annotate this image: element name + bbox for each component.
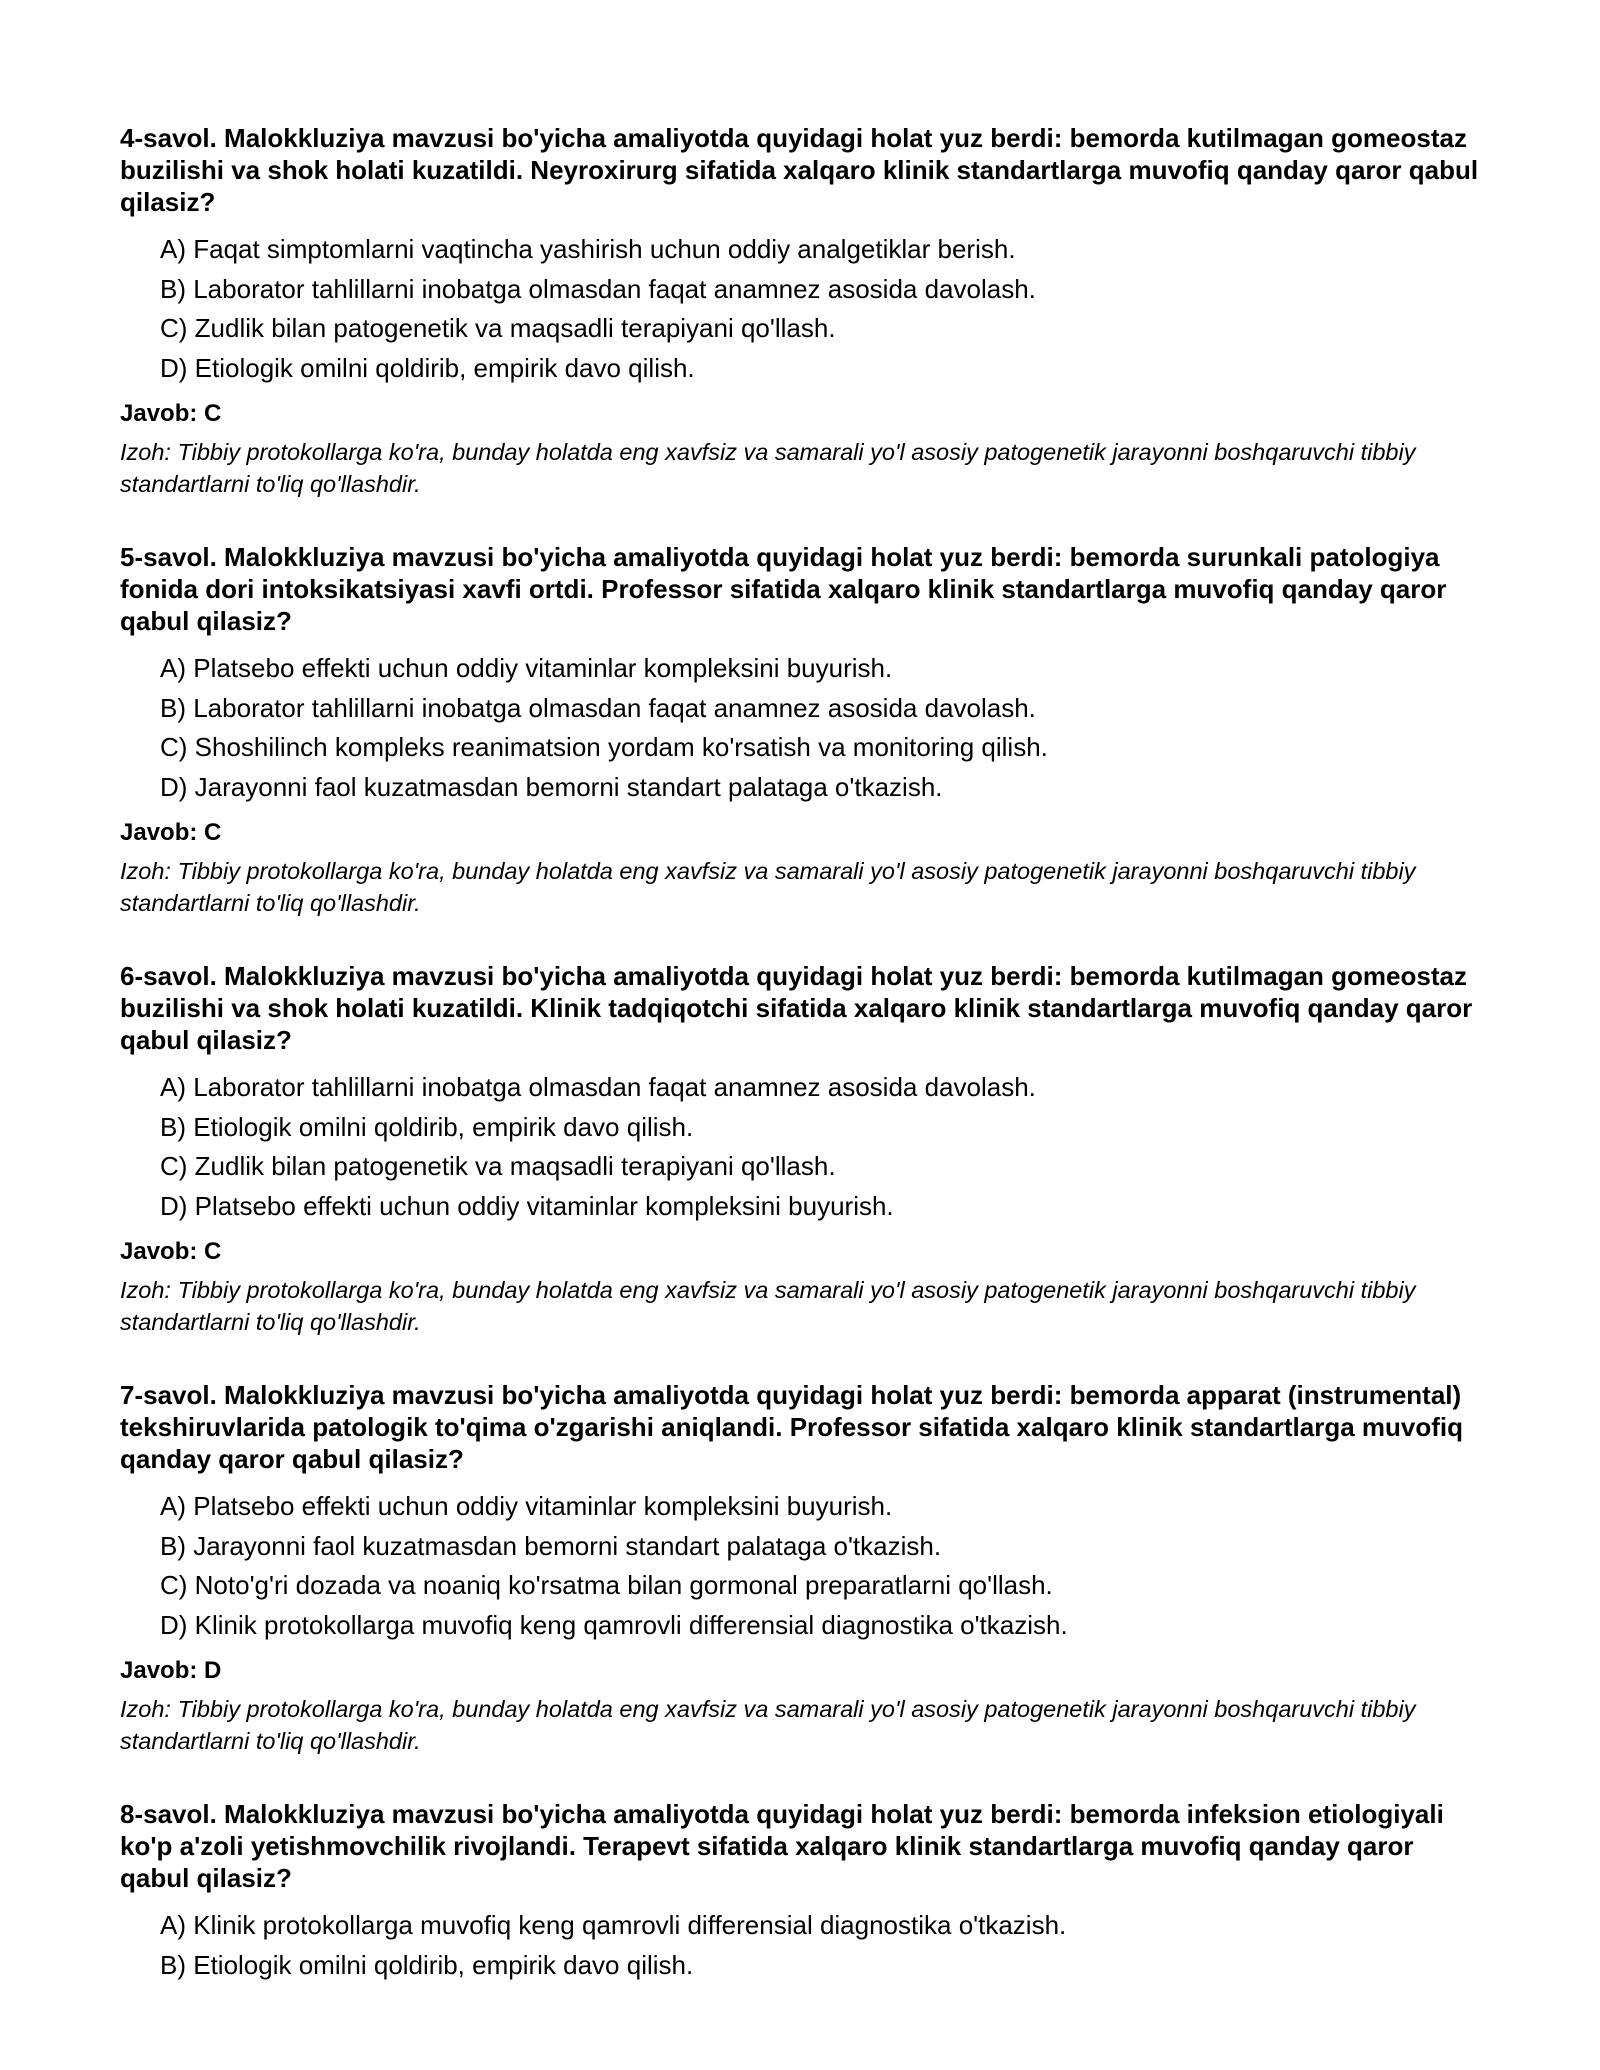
question-7	[120, 1379, 1480, 1757]
option-d: D) Platsebo effekti uchun oddiy vitaminlar kompleksini buyurish.	[160, 1190, 894, 1221]
option-a: A) Faqat simptomlarni vaqtincha yashirish uchun oddiy analgetiklar berish.	[160, 234, 1016, 264]
question-text: 5-savol. Malokkluziya mavzusi bo'yicha amaliyotda quyidagi holat yuz berdi: bemorda surunkali patologiya fonida dori intoksikatsiyasi xavfi ortdi. Professor sifatida xalqaro klinik standartlarga muvofiq qanday qaror qabul qilasiz?	[120, 542, 1447, 636]
option-a: A) Laborator tahlillarni inobatga olmasdan faqat anamnez asosida davolash.	[160, 1072, 1036, 1102]
option-c: C) Noto'g'ri dozada va noaniq ko'rsatma bilan gormonal preparatlarni qo'llash.	[160, 1570, 1053, 1600]
answer-options	[120, 1068, 1480, 1226]
option-a: A) Platsebo effekti uchun oddiy vitaminlar kompleksini buyurish.	[160, 653, 893, 683]
explanation-text: Izoh: Tibbiy protokollarga ko'ra, bunday holatda eng xavfsiz va samarali yo'l asosiy patogenetik jarayonni boshqaruvchi tibbiy standartlarni to'liq qo'llashdir.	[120, 439, 1416, 497]
option-c: C) Shoshilinch kompleks reanimatsion yordam ko'rsatish va monitoring qilish.	[160, 732, 1048, 762]
explanation-text: Izoh: Tibbiy protokollarga ko'ra, bunday holatda eng xavfsiz va samarali yo'l asosiy patogenetik jarayonni boshqaruvchi tibbiy standartlarni to'liq qo'llashdir.	[120, 858, 1416, 916]
question-5	[120, 541, 1480, 919]
option-b: B) Jarayonni faol kuzatmasdan bemorni standart palataga o'tkazish.	[160, 1530, 942, 1561]
option-b: B) Etiologik omilni qoldirib, empirik davo qilish.	[160, 1949, 694, 1980]
option-d: D) Jarayonni faol kuzatmasdan bemorni standart palataga o'tkazish.	[160, 771, 943, 802]
answer-options	[120, 230, 1480, 388]
explanation-text: Izoh: Tibbiy protokollarga ko'ra, bunday holatda eng xavfsiz va samarali yo'l asosiy patogenetik jarayonni boshqaruvchi tibbiy standartlarni to'liq qo'llashdir.	[120, 1696, 1416, 1754]
answer-options	[120, 1487, 1480, 1645]
option-d: D) Etiologik omilni qoldirib, empirik davo qilish.	[160, 352, 695, 383]
question-text: 4-savol. Malokkluziya mavzusi bo'yicha amaliyotda quyidagi holat yuz berdi: bemorda kutilmagan gomeostaz buzilishi va shok holati kuzatildi. Neyroxirurg sifatida xalqaro klinik standartlarga muvofiq qanday qaror qabul qilasiz?	[120, 123, 1479, 217]
answer-label: Javob: C	[120, 400, 222, 427]
answer-options	[120, 649, 1480, 807]
question-text: 8-savol. Malokkluziya mavzusi bo'yicha amaliyotda quyidagi holat yuz berdi: bemorda infeksion etiologiyali ko'p a'zoli yetishmovchilik rivojlandi. Terapevt sifatida xalqaro klinik standartlarga muvofiq qanday qaror qabul qilasiz?	[120, 1799, 1444, 1893]
option-a: A) Klinik protokollarga muvofiq keng qamrovli differensial diagnostika o'tkazish.	[160, 1910, 1067, 1940]
question-text: 7-savol. Malokkluziya mavzusi bo'yicha amaliyotda quyidagi holat yuz berdi: bemorda apparat (instrumental) tekshiruvlarida patologik to'qima o'zgarishi aniqlandi. Professor sifatida xalqaro klinik standartlarga muvofiq qanday qaror qabul qilasiz?	[120, 1380, 1464, 1474]
option-c: C) Zudlik bilan patogenetik va maqsadli terapiyani qo'llash.	[160, 1151, 836, 1181]
answer-label: Javob: C	[120, 1238, 222, 1265]
question-4	[120, 122, 1480, 500]
answer-options	[120, 1906, 1480, 1985]
option-b: B) Laborator tahlillarni inobatga olmasdan faqat anamnez asosida davolash.	[160, 273, 1036, 304]
question-text: 6-savol. Malokkluziya mavzusi bo'yicha amaliyotda quyidagi holat yuz berdi: bemorda kutilmagan gomeostaz buzilishi va shok holati kuzatildi. Klinik tadqiqotchi sifatida xalqaro klinik standartlarga muvofiq qanday qaror qabul qilasiz?	[120, 961, 1473, 1055]
option-b: B) Laborator tahlillarni inobatga olmasdan faqat anamnez asosida davolash.	[160, 692, 1036, 723]
option-d: D) Klinik protokollarga muvofiq keng qamrovli differensial diagnostika o'tkazish.	[160, 1609, 1068, 1640]
question-6	[120, 960, 1480, 1338]
option-b: B) Etiologik omilni qoldirib, empirik davo qilish.	[160, 1111, 694, 1142]
answer-label: Javob: D	[120, 1657, 222, 1684]
document-page	[120, 122, 1480, 2026]
question-8	[120, 1798, 1480, 1985]
answer-label: Javob: C	[120, 819, 222, 846]
option-c: C) Zudlik bilan patogenetik va maqsadli terapiyani qo'llash.	[160, 313, 836, 343]
explanation-text: Izoh: Tibbiy protokollarga ko'ra, bunday holatda eng xavfsiz va samarali yo'l asosiy patogenetik jarayonni boshqaruvchi tibbiy standartlarni to'liq qo'llashdir.	[120, 1277, 1416, 1335]
option-a: A) Platsebo effekti uchun oddiy vitaminlar kompleksini buyurish.	[160, 1491, 893, 1521]
